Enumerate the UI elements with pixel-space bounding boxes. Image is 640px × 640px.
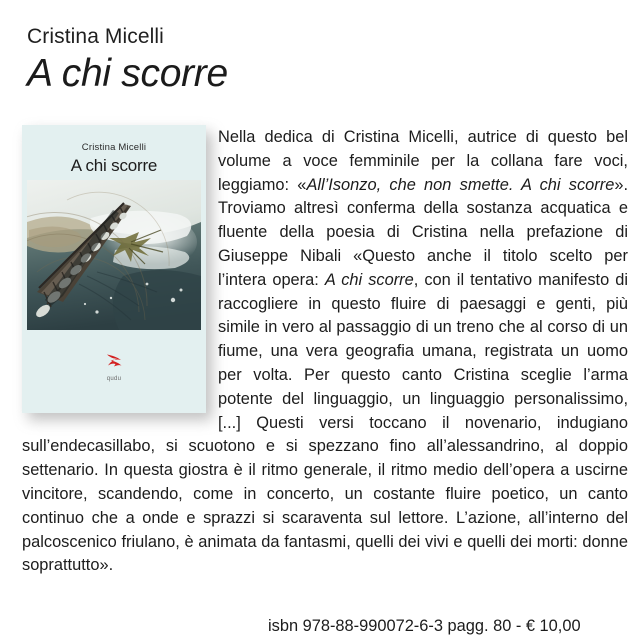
publisher-name: qudu xyxy=(106,376,122,382)
page-header xyxy=(27,24,587,97)
description-part-3: , con il tentativo manifesto di raccogliere in questo fluire di paesaggi e genti, più simile in vero al passaggio di un treno che al corso di un fiume, una vera geografia umana, registrata un uomo per volta. Per questo canto Cristina sceglie l’arma potente del linguaggio, un linguaggio personalissimo, [...] Questi versi toccano il novenario, indugiano sull’endecasillabo, si scuotono e si spezzano fino all’alessandrino, al doppio settenario. In questa giostra è il ritmo generale, il ritmo medio dell’opera a uscirne vincitore, scandendo, come in concerto, un costante fluire poetico, un canto continuo che a onde e sprazzi si scaraventa sul lettore. L’azione, all’interno del palcoscenico friulano, è animata da fantasmi, quelli dei vivi e quelli dei morti: donne soprattutto». xyxy=(22,270,628,575)
cover-author: Cristina Micelli xyxy=(81,142,147,153)
book-description xyxy=(22,126,628,578)
description-part-1: Nella dedica di Cristina Micelli, autrice di questo bel volume a voce femminile per la collana fare voci, leggiamo: « xyxy=(218,128,628,194)
cover-text-wrap-spacer xyxy=(22,126,218,416)
description-part-2: ». Troviamo altresì conferma della sostanza acquatica e fluente della poesia di Cristina nella prefazione di Giuseppe Nibali «Questo anche il titolo scelto per l’intera opera: xyxy=(218,175,628,289)
description-quote-1: All’Isonzo, che non smette. A chi scorre xyxy=(306,175,615,194)
cover-title: A chi scorre xyxy=(70,156,158,175)
isbn-price-line: isbn 978-88-990072-6-3 pagg. 80 - € 10,00 xyxy=(268,617,581,635)
description-quote-2: A chi scorre xyxy=(324,270,414,289)
page-author: Cristina Micelli xyxy=(27,25,164,48)
page-title: A chi scorre xyxy=(27,52,228,95)
